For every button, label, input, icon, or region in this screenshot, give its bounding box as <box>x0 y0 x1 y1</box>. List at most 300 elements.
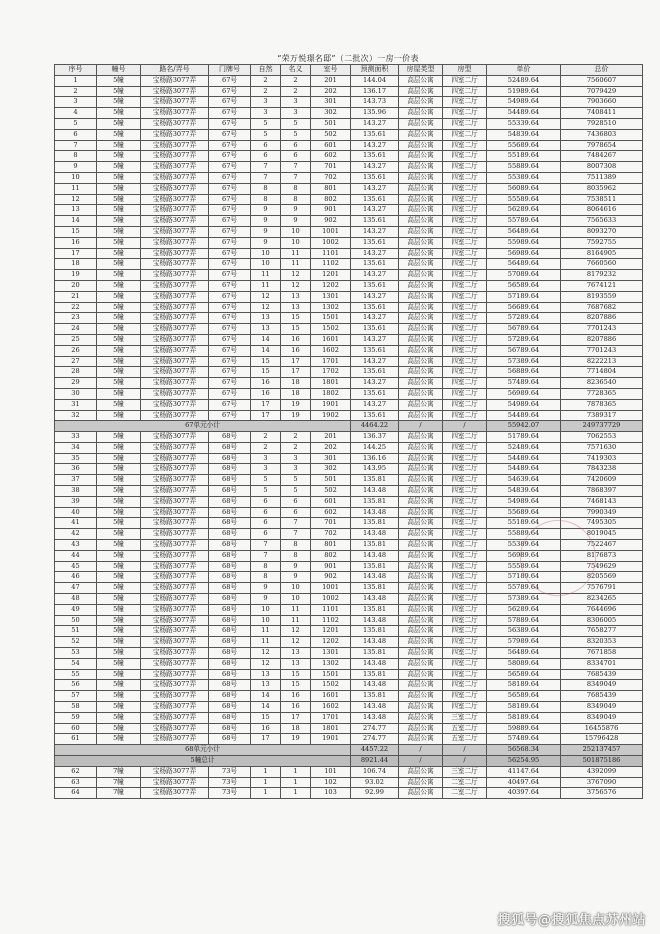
table-cell: 801 <box>311 540 351 551</box>
table-cell: 7576791 <box>561 583 643 594</box>
table-cell: 54489.64 <box>487 453 561 464</box>
table-cell: 9 <box>251 226 281 237</box>
table-cell: 55989.64 <box>487 237 561 248</box>
table-cell: 5幢 <box>97 183 141 194</box>
table-cell: 73号 <box>209 766 251 777</box>
table-cell: 1501 <box>311 669 351 680</box>
table-cell: 11 <box>251 637 281 648</box>
table-cell: 四室二厅 <box>443 432 487 443</box>
table-cell: 601 <box>311 496 351 507</box>
table-cell: 67号 <box>209 237 251 248</box>
table-cell: 9 <box>55 162 97 173</box>
table-cell: 143.27 <box>351 162 399 173</box>
table-cell: 11 <box>281 604 311 615</box>
table-cell: 1901 <box>311 734 351 745</box>
table-cell: 3 <box>251 108 281 119</box>
table-cell: 高层公寓 <box>399 777 443 788</box>
table-cell: 四室二厅 <box>443 183 487 194</box>
table-cell: 701 <box>311 162 351 173</box>
table-cell: 501 <box>311 118 351 129</box>
table-cell: 68号 <box>209 712 251 723</box>
table-cell: 四室二厅 <box>443 129 487 140</box>
table-cell: 301 <box>311 453 351 464</box>
table-cell: 宝杨路3077弄 <box>141 291 209 302</box>
table-cell: 高层公寓 <box>399 280 443 291</box>
table-cell: 高层公寓 <box>399 615 443 626</box>
table-cell: 8207886 <box>561 313 643 324</box>
table-cell: 8193559 <box>561 291 643 302</box>
table-cell: 宝杨路3077弄 <box>141 529 209 540</box>
table-cell: 58189.64 <box>487 702 561 713</box>
column-header: 路名/弄号 <box>141 65 209 76</box>
table-cell: 67号 <box>209 162 251 173</box>
table-cell: 7928510 <box>561 118 643 129</box>
table-cell: 68号 <box>209 691 251 702</box>
table-cell: 67号 <box>209 151 251 162</box>
table-cell: 24 <box>55 324 97 335</box>
table-cell: 5幢 <box>97 723 141 734</box>
table-cell: 宝杨路3077弄 <box>141 108 209 119</box>
table-cell: 7714804 <box>561 367 643 378</box>
table-cell: 6 <box>251 507 281 518</box>
table-cell: 67号 <box>209 356 251 367</box>
table-cell: 57389.64 <box>487 594 561 605</box>
table-cell: 四室二厅 <box>443 464 487 475</box>
table-cell: 67号 <box>209 388 251 399</box>
slash-cell: / <box>443 421 487 432</box>
table-cell: 高层公寓 <box>399 712 443 723</box>
table-cell: 四室二厅 <box>443 313 487 324</box>
table-cell: 宝杨路3077弄 <box>141 302 209 313</box>
table-cell: 四室二厅 <box>443 550 487 561</box>
table-cell: 7660560 <box>561 259 643 270</box>
table-cell: 57289.64 <box>487 313 561 324</box>
table-cell: 54989.64 <box>487 399 561 410</box>
table-cell: 3767090 <box>561 777 643 788</box>
table-cell: 宝杨路3077弄 <box>141 86 209 97</box>
table-cell: 56489.64 <box>487 259 561 270</box>
table-cell: 5幢 <box>97 97 141 108</box>
table-cell: 52489.64 <box>487 75 561 86</box>
subtotal-row <box>55 745 643 756</box>
table-cell: 9 <box>251 205 281 216</box>
table-cell: 5幢 <box>97 669 141 680</box>
table-cell: 67号 <box>209 270 251 281</box>
table-cell: 宝杨路3077弄 <box>141 723 209 734</box>
table-cell: 8093270 <box>561 226 643 237</box>
column-header: 自然 <box>251 65 281 76</box>
table-cell: 9 <box>281 572 311 583</box>
table-cell: 高层公寓 <box>399 507 443 518</box>
subtotal-total: 501875186 <box>561 756 643 767</box>
table-cell: 55389.64 <box>487 540 561 551</box>
table-cell: 5幢 <box>97 129 141 140</box>
table-cell: 10 <box>281 583 311 594</box>
table-cell: 1701 <box>311 712 351 723</box>
table-cell: 5幢 <box>97 637 141 648</box>
table-cell: 6 <box>251 151 281 162</box>
table-cell: 52 <box>55 637 97 648</box>
table-cell: 68号 <box>209 594 251 605</box>
table-cell: 3 <box>251 97 281 108</box>
table-cell: 宝杨路3077弄 <box>141 162 209 173</box>
table-cell: 202 <box>311 86 351 97</box>
table-cell: 7843238 <box>561 464 643 475</box>
table-cell: 135.61 <box>351 151 399 162</box>
table-cell: 68号 <box>209 680 251 691</box>
table-cell: 高层公寓 <box>399 270 443 281</box>
table-cell: 宝杨路3077弄 <box>141 140 209 151</box>
table-cell: 143.48 <box>351 658 399 669</box>
table-row <box>55 162 643 173</box>
table-cell: 1701 <box>311 356 351 367</box>
table-cell: 高层公寓 <box>399 97 443 108</box>
table-row <box>55 324 643 335</box>
table-cell: 8179232 <box>561 270 643 281</box>
table-cell: 144.04 <box>351 75 399 86</box>
table-cell: 宝杨路3077弄 <box>141 550 209 561</box>
table-cell: 6 <box>251 140 281 151</box>
subtotal-area: 8921.44 <box>351 756 399 767</box>
table-cell: 三室二厅 <box>443 766 487 777</box>
table-cell: 7522467 <box>561 540 643 551</box>
table-cell: 5幢 <box>97 324 141 335</box>
slash-cell: / <box>399 421 443 432</box>
table-cell: 宝杨路3077弄 <box>141 788 209 799</box>
table-cell: 7560607 <box>561 75 643 86</box>
table-cell: 901 <box>311 561 351 572</box>
table-row <box>55 172 643 183</box>
table-cell: 143.27 <box>351 334 399 345</box>
table-cell: 2 <box>281 442 311 453</box>
table-cell: 67号 <box>209 108 251 119</box>
column-header: 门牌号 <box>209 65 251 76</box>
table-cell: 143.48 <box>351 712 399 723</box>
table-cell: 高层公寓 <box>399 604 443 615</box>
table-cell: 16 <box>281 345 311 356</box>
table-cell: 宝杨路3077弄 <box>141 702 209 713</box>
table-cell: 宝杨路3077弄 <box>141 259 209 270</box>
table-cell: 四室二厅 <box>443 248 487 259</box>
table-cell: 135.61 <box>351 172 399 183</box>
table-cell: 135.61 <box>351 324 399 335</box>
table-row <box>55 205 643 216</box>
table-cell: 5幢 <box>97 378 141 389</box>
table-cell: 13 <box>281 291 311 302</box>
table-cell: 802 <box>311 550 351 561</box>
table-cell: 高层公寓 <box>399 540 443 551</box>
table-row <box>55 399 643 410</box>
table-cell: 57889.64 <box>487 615 561 626</box>
table-cell: 高层公寓 <box>399 572 443 583</box>
table-cell: 5幢 <box>97 280 141 291</box>
subtotal-row <box>55 421 643 432</box>
table-cell: 56989.64 <box>487 550 561 561</box>
table-cell: 201 <box>311 75 351 86</box>
table-cell: 143.27 <box>351 399 399 410</box>
subtotal-price: 56568.34 <box>487 745 561 756</box>
table-row <box>55 270 643 281</box>
table-cell: 68号 <box>209 626 251 637</box>
column-header: 单价 <box>487 65 561 76</box>
table-cell: 50 <box>55 615 97 626</box>
table-cell: 5幢 <box>97 237 141 248</box>
table-cell: 10 <box>281 226 311 237</box>
table-cell: 高层公寓 <box>399 486 443 497</box>
table-cell: 5幢 <box>97 205 141 216</box>
table-cell: 55689.64 <box>487 507 561 518</box>
table-cell: 5幢 <box>97 561 141 572</box>
table-cell: 68号 <box>209 637 251 648</box>
table-cell: 三室二厅 <box>443 712 487 723</box>
price-table <box>54 64 643 799</box>
table-cell: 5幢 <box>97 162 141 173</box>
table-cell: 135.81 <box>351 648 399 659</box>
table-cell: 7 <box>251 550 281 561</box>
table-cell: 5幢 <box>97 270 141 281</box>
table-cell: 143.27 <box>351 248 399 259</box>
table-cell: 高层公寓 <box>399 550 443 561</box>
subtotal-price: 56254.95 <box>487 756 561 767</box>
table-cell: 9 <box>251 237 281 248</box>
table-cell: 5幢 <box>97 615 141 626</box>
table-cell: 5幢 <box>97 594 141 605</box>
table-cell: 68号 <box>209 550 251 561</box>
table-cell: 18 <box>55 259 97 270</box>
table-cell: 7687682 <box>561 302 643 313</box>
table-cell: 五室二厅 <box>443 723 487 734</box>
table-cell: 四室二厅 <box>443 194 487 205</box>
table-cell: 7419303 <box>561 453 643 464</box>
table-cell: 高层公寓 <box>399 691 443 702</box>
table-cell: 1301 <box>311 291 351 302</box>
table-cell: 68号 <box>209 486 251 497</box>
table-cell: 7978654 <box>561 140 643 151</box>
table-cell: 202 <box>311 442 351 453</box>
table-cell: 53 <box>55 648 97 659</box>
column-header: 总价 <box>561 65 643 76</box>
table-row <box>55 496 643 507</box>
table-cell: 60 <box>55 723 97 734</box>
table-cell: 135.61 <box>351 388 399 399</box>
table-row <box>55 507 643 518</box>
table-cell: 19 <box>281 734 311 745</box>
table-cell: 702 <box>311 172 351 183</box>
column-header: 名义 <box>281 65 311 76</box>
table-cell: 高层公寓 <box>399 648 443 659</box>
table-cell: 601 <box>311 140 351 151</box>
table-cell: 13 <box>281 658 311 669</box>
table-cell: 55689.64 <box>487 140 561 151</box>
table-cell: 54639.64 <box>487 475 561 486</box>
table-cell: 四室二厅 <box>443 324 487 335</box>
table-cell: 9 <box>251 583 281 594</box>
table-row <box>55 615 643 626</box>
table-cell: 7701243 <box>561 324 643 335</box>
table-cell: 四室二厅 <box>443 334 487 345</box>
table-cell: 56589.64 <box>487 691 561 702</box>
table-cell: 55189.64 <box>487 518 561 529</box>
table-cell: 5幢 <box>97 496 141 507</box>
table-cell: 5幢 <box>97 712 141 723</box>
table-cell: 56289.64 <box>487 604 561 615</box>
table-cell: 宝杨路3077弄 <box>141 475 209 486</box>
table-cell: 7701243 <box>561 345 643 356</box>
table-cell: 5幢 <box>97 702 141 713</box>
subtotal-label: 5幢总计 <box>55 756 351 767</box>
table-cell: 5幢 <box>97 334 141 345</box>
table-cell: 68号 <box>209 658 251 669</box>
table-cell: 5幢 <box>97 658 141 669</box>
table-cell: 46 <box>55 572 97 583</box>
table-cell: 67号 <box>209 216 251 227</box>
table-cell: 44 <box>55 550 97 561</box>
table-cell: 7幢 <box>97 777 141 788</box>
table-cell: 四室二厅 <box>443 270 487 281</box>
table-cell: 274.77 <box>351 734 399 745</box>
table-cell: 1002 <box>311 594 351 605</box>
table-cell: 1601 <box>311 334 351 345</box>
table-cell: 3 <box>281 453 311 464</box>
table-cell: 143.27 <box>351 183 399 194</box>
table-cell: 67号 <box>209 313 251 324</box>
table-cell: 高层公寓 <box>399 216 443 227</box>
table-cell: 58089.64 <box>487 658 561 669</box>
table-cell: 16 <box>281 702 311 713</box>
table-row <box>55 723 643 734</box>
table-cell: 高层公寓 <box>399 453 443 464</box>
table-row <box>55 291 643 302</box>
table-cell: 2 <box>281 75 311 86</box>
column-header: 房型 <box>443 65 487 76</box>
table-cell: 四室二厅 <box>443 507 487 518</box>
table-cell: 16 <box>55 237 97 248</box>
table-cell: 68号 <box>209 723 251 734</box>
table-cell: 宝杨路3077弄 <box>141 486 209 497</box>
table-cell: 57189.64 <box>487 291 561 302</box>
table-cell: 四室二厅 <box>443 453 487 464</box>
table-cell: 16 <box>251 723 281 734</box>
table-row <box>55 378 643 389</box>
table-cell: 8234265 <box>561 594 643 605</box>
table-cell: 143.48 <box>351 680 399 691</box>
table-cell: 17 <box>251 399 281 410</box>
table-cell: 高层公寓 <box>399 518 443 529</box>
table-cell: 8 <box>251 194 281 205</box>
table-cell: 1201 <box>311 270 351 281</box>
table-cell: 5幢 <box>97 75 141 86</box>
table-cell: 135.81 <box>351 561 399 572</box>
table-cell: 143.27 <box>351 291 399 302</box>
table-cell: 135.61 <box>351 237 399 248</box>
table-cell: 68号 <box>209 669 251 680</box>
table-cell: 7 <box>281 172 311 183</box>
table-cell: 54989.64 <box>487 97 561 108</box>
table-cell: 802 <box>311 194 351 205</box>
table-cell: 701 <box>311 518 351 529</box>
table-cell: 18 <box>281 378 311 389</box>
table-cell: 3 <box>281 108 311 119</box>
table-cell: 15 <box>281 669 311 680</box>
table-cell: 四室二厅 <box>443 399 487 410</box>
table-cell: 302 <box>311 464 351 475</box>
table-cell: 135.81 <box>351 669 399 680</box>
table-cell: 7728365 <box>561 388 643 399</box>
table-cell: 18 <box>281 388 311 399</box>
table-cell: 宝杨路3077弄 <box>141 658 209 669</box>
table-cell: 宝杨路3077弄 <box>141 280 209 291</box>
table-cell: 1 <box>251 788 281 799</box>
table-cell: 1501 <box>311 313 351 324</box>
table-cell: 5幢 <box>97 410 141 421</box>
table-cell: 93.02 <box>351 777 399 788</box>
table-cell: 68号 <box>209 442 251 453</box>
table-cell: 7 <box>251 162 281 173</box>
table-cell: 8019045 <box>561 529 643 540</box>
table-cell: 57 <box>55 691 97 702</box>
table-row <box>55 367 643 378</box>
table-cell: 41147.64 <box>487 766 561 777</box>
table-cell: 135.81 <box>351 583 399 594</box>
table-cell: 3756576 <box>561 788 643 799</box>
table-cell: 17 <box>281 712 311 723</box>
table-cell: 5幢 <box>97 226 141 237</box>
table-cell: 10 <box>251 259 281 270</box>
table-cell: 1702 <box>311 367 351 378</box>
table-cell: 143.48 <box>351 702 399 713</box>
table-cell: 5 <box>281 486 311 497</box>
table-cell: 1001 <box>311 226 351 237</box>
table-cell: 宝杨路3077弄 <box>141 432 209 443</box>
table-cell: 143.27 <box>351 140 399 151</box>
table-cell: 7389317 <box>561 410 643 421</box>
table-cell: 8064616 <box>561 205 643 216</box>
table-cell: 57489.64 <box>487 378 561 389</box>
table-cell: 宝杨路3077弄 <box>141 680 209 691</box>
table-cell: 68号 <box>209 464 251 475</box>
table-row <box>55 464 643 475</box>
table-cell: 136.17 <box>351 86 399 97</box>
table-cell: 10 <box>251 615 281 626</box>
table-cell: 5幢 <box>97 399 141 410</box>
table-cell: 11 <box>251 270 281 281</box>
table-cell: 5 <box>251 129 281 140</box>
table-cell: 15 <box>55 226 97 237</box>
table-cell: 1101 <box>311 604 351 615</box>
table-cell: 3 <box>281 464 311 475</box>
table-cell: 19 <box>281 399 311 410</box>
table-cell: 宝杨路3077弄 <box>141 648 209 659</box>
table-cell: 高层公寓 <box>399 183 443 194</box>
table-cell: 10 <box>55 172 97 183</box>
table-cell: 40 <box>55 507 97 518</box>
table-row <box>55 432 643 443</box>
table-cell: 67号 <box>209 324 251 335</box>
table-cell: 6 <box>251 496 281 507</box>
table-cell: 143.27 <box>351 313 399 324</box>
table-cell: 5幢 <box>97 583 141 594</box>
table-cell: 135.81 <box>351 626 399 637</box>
table-cell: 11 <box>281 615 311 626</box>
table-cell: 14 <box>251 702 281 713</box>
table-cell: 5 <box>251 486 281 497</box>
table-cell: 3 <box>55 97 97 108</box>
table-cell: 宝杨路3077弄 <box>141 313 209 324</box>
table-cell: 宝杨路3077弄 <box>141 129 209 140</box>
table-cell: 高层公寓 <box>399 140 443 151</box>
table-cell: 12 <box>281 637 311 648</box>
table-cell: 7990349 <box>561 507 643 518</box>
